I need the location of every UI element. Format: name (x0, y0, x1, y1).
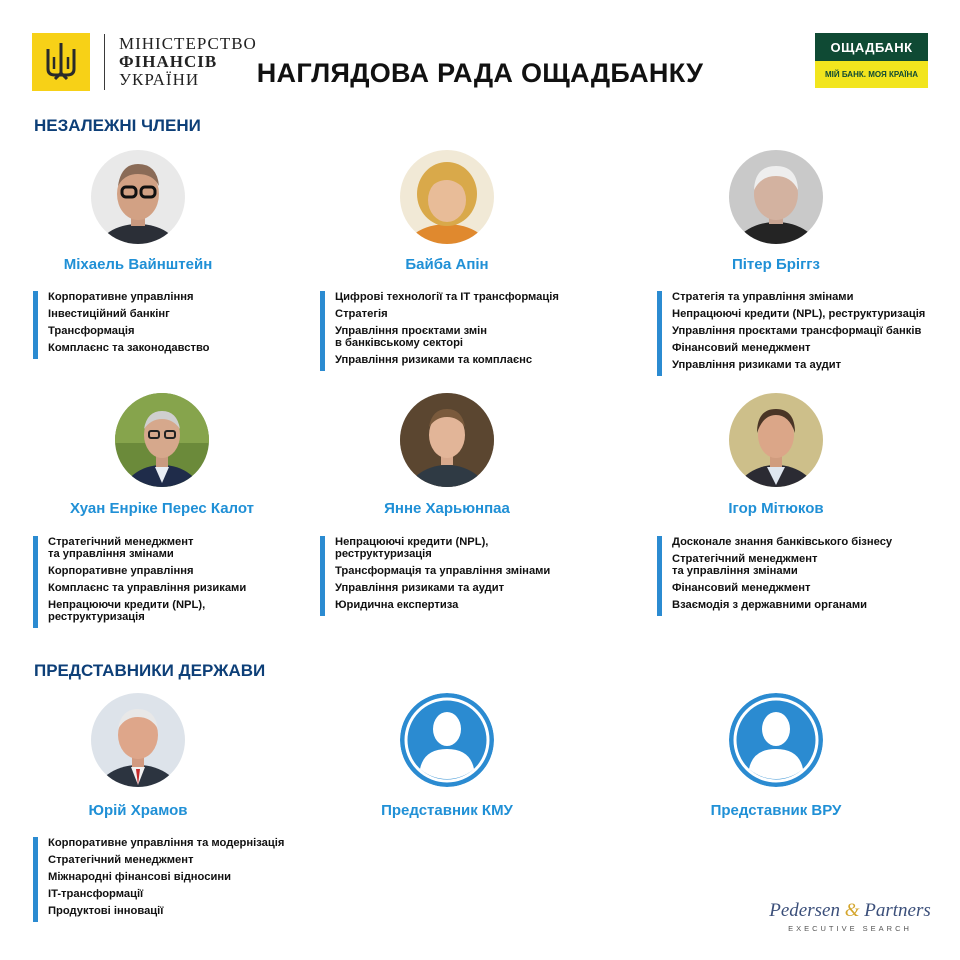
skill-item: Стратегія (335, 308, 388, 320)
skill-item: Управління ризиками та аудит (335, 582, 505, 594)
member-name: Міхаель Вайнштейн (63, 256, 213, 273)
skill-item: Стратегія та управління змінами (672, 291, 854, 303)
page-title: НАГЛЯДОВА РАДА ОЩАДБАНКУ (256, 58, 704, 88)
member-name: Байба Апін (405, 256, 489, 273)
member-photo (729, 150, 823, 244)
skill-item: Управління проєктами трансформації банків (672, 325, 922, 337)
skill-item: Міжнародні фінансові відносини (48, 871, 231, 883)
member-skills (320, 291, 559, 371)
person-placeholder-icon (400, 693, 494, 787)
member-photo (115, 393, 209, 487)
footer-brand-left: Pedersen (769, 900, 845, 921)
skill-item: Продуктові інновації (48, 905, 164, 917)
pedersen-partners-logo (750, 900, 950, 933)
member-photo (729, 393, 823, 487)
skill-item: Непрацюючи кредити (NPL), реструктуризація (48, 599, 206, 623)
footer-subtitle: EXECUTIVE SEARCH (788, 924, 912, 933)
skill-item: Фінансовий менеджмент (672, 342, 811, 354)
member-name: Представник ВРУ (710, 802, 842, 819)
member-skills (657, 536, 892, 616)
member-name: Янне Харьюнпаа (384, 500, 510, 517)
skill-item: Корпоративне управління та модернізація (48, 837, 285, 849)
skill-item: Управління проєктами змін в банківському секторі (335, 325, 488, 349)
skill-item: Стратегічний менеджмент та управління змінами (672, 553, 818, 577)
skill-item: Стратегічний менеджмент та управління змінами (48, 536, 194, 560)
skill-item: Корпоративне управління (48, 565, 194, 577)
member-name: Представник КМУ (381, 802, 513, 819)
footer-brand-amp: & (844, 900, 860, 921)
section-title-state: ПРЕДСТАВНИКИ ДЕРЖАВИ (34, 661, 266, 680)
member-skills (33, 291, 210, 359)
skill-item: Фінансовий менеджмент (672, 582, 811, 594)
ministry-line-3: УКРАЇНИ (119, 70, 200, 89)
skill-item: Досконале знання банківського бізнесу (672, 536, 893, 548)
ministry-line-2: ФІНАНСІВ (119, 52, 218, 71)
bank-logo-name: ОЩАДБАНК (815, 33, 928, 61)
skill-item: Взаємодія з державними органами (672, 599, 867, 611)
bank-logo-slogan: МІЙ БАНК. МОЯ КРАЇНА (815, 61, 928, 88)
skill-item: Непрацюючі кредити (NPL), реструктуризація (335, 536, 489, 560)
skill-item: Цифрові технології та IT трансформація (335, 291, 559, 303)
skill-item: Трансформація (48, 325, 135, 337)
member-photo (400, 150, 494, 244)
member-name: Ігор Мітюков (728, 500, 824, 517)
skill-item: Стратегічний менеджмент (48, 854, 194, 866)
person-placeholder-icon (729, 693, 823, 787)
skill-item: Управління ризиками та аудит (672, 359, 842, 371)
skill-item: IT-трансформації (48, 888, 144, 900)
member-skills (33, 837, 284, 922)
skill-item: Непрацюючі кредити (NPL), реструктуризація (672, 308, 926, 320)
skill-item: Трансформація та управління змінами (335, 565, 551, 577)
skill-item: Юридична експертиза (335, 599, 459, 611)
member-name: Пітер Бріггз (731, 256, 821, 273)
skill-item: Комплаєнс та управління ризиками (48, 582, 247, 594)
member-photo (91, 150, 185, 244)
member-photo (400, 393, 494, 487)
member-photo (91, 693, 185, 787)
footer-brand-right: Partners (859, 900, 931, 921)
member-skills (320, 536, 550, 616)
footer-brand (750, 900, 950, 922)
skill-item: Комплаєнс та законодавство (48, 342, 210, 354)
section-title-independent: НЕЗАЛЕЖНІ ЧЛЕНИ (34, 116, 201, 135)
skill-item: Корпоративне управління (48, 291, 194, 303)
ministry-line-1: МІНІСТЕРСТВО (119, 34, 257, 53)
member-name: Юрій Храмов (88, 802, 188, 819)
skill-item: Управління ризиками та комплаєнс (335, 354, 533, 366)
member-name: Хуан Енріке Перес Калот (69, 500, 255, 517)
member-skills (657, 291, 925, 376)
skill-item: Інвестиційний банкінг (48, 308, 170, 320)
bank-logo (815, 33, 928, 88)
member-skills (33, 536, 246, 628)
